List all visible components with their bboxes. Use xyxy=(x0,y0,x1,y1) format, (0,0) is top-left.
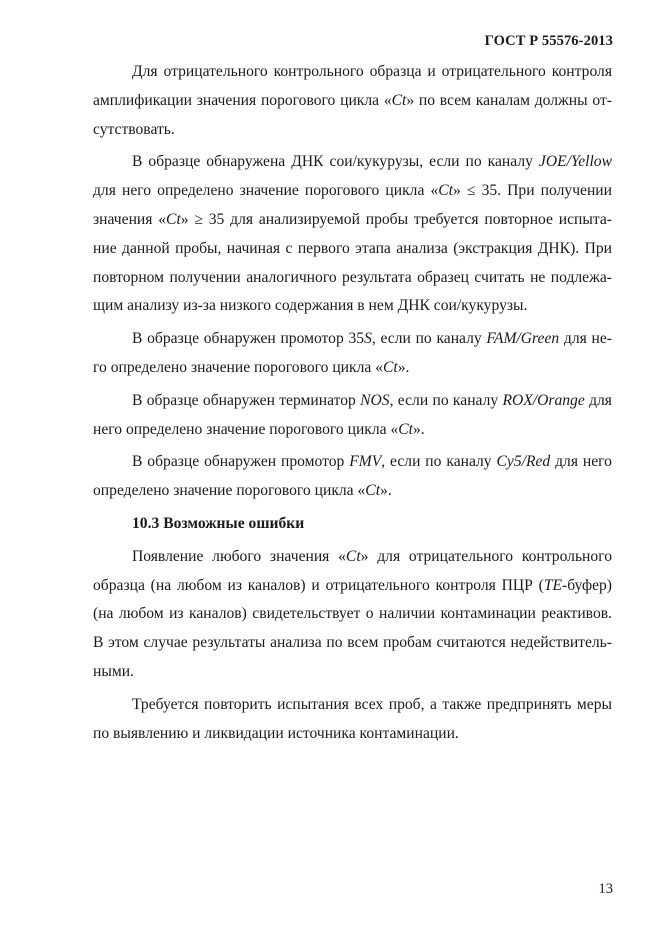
page-number: 13 xyxy=(598,881,613,897)
text-run: , если по каналу xyxy=(371,330,487,348)
text-run: Появление любого значения « xyxy=(132,547,346,565)
italic-term: JOE/Yellow xyxy=(538,153,612,171)
paragraph-contamination xyxy=(93,543,612,687)
paragraph-negative-controls xyxy=(93,58,612,144)
text-run: » ≥ 35 для анализируемой пробы требуется повторное испытание данной пробы, начиная с первого этапа анализа (экстракция ДНК). При повторном получении аналогичного результата образец считать не подлежащим анализу из-за низкого содержания в нем ДНК сои/кукурузы. xyxy=(93,210,612,315)
text-run: -буфер) (на любом из каналов) свидетельствует о наличии контаминации реактивов. В этом случае результаты анализа по всем пробам считаются недействительными. xyxy=(93,576,612,680)
text-run: ». xyxy=(413,420,425,438)
paragraph-promoter-fmv xyxy=(93,448,612,506)
text-run: , если по каналу xyxy=(381,453,497,471)
italic-term: Ct xyxy=(365,482,381,500)
italic-term: NOS xyxy=(360,391,390,409)
italic-term: Ct xyxy=(438,182,454,200)
text-run: ». xyxy=(397,358,410,376)
italic-term: Cy5/Red xyxy=(496,453,551,471)
italic-term: Ct xyxy=(398,420,413,438)
paragraph-repeat-tests xyxy=(93,691,612,749)
text-run: В образце обнаружен промотор 35 xyxy=(132,330,365,348)
paragraph-soy-corn-dna xyxy=(93,148,612,321)
italic-term: Ct xyxy=(166,210,181,228)
paragraph-terminator-nos xyxy=(93,387,612,445)
document-code-header: ГОСТ Р 55576-2013 xyxy=(484,33,613,49)
text-run: для него определено значение порогового цикла « xyxy=(93,182,439,200)
italic-term: S xyxy=(364,330,372,348)
text-run: для него определено значение порогового цикла « xyxy=(93,330,612,376)
document-body xyxy=(93,58,612,752)
italic-term: Ct xyxy=(345,547,361,565)
text-run: » ≤ 35. При получении значения « xyxy=(93,182,612,228)
text-run: » по всем каналам должны отсутствовать. xyxy=(93,91,612,138)
italic-term: Ct xyxy=(383,358,398,376)
italic-term: ТЕ xyxy=(543,576,563,594)
italic-term: Ct xyxy=(391,91,407,109)
italic-term: ROX/Orange xyxy=(502,391,585,409)
text-run: Для отрицательного контрольного образца и отрицательного контроля амплификации значения порогового цикла « xyxy=(93,63,612,109)
text-run: В образце обнаружен терминатор xyxy=(132,391,361,409)
text-run: В образце обнаружен промотор xyxy=(132,453,350,471)
paragraph-promoter-35s xyxy=(93,325,612,383)
text-run: для него определено значение порогового цикла « xyxy=(93,453,612,500)
text-run: » для отрицательного контрольного образца (на любом из каналов) и отрицательного контроля ПЦР ( xyxy=(93,547,612,594)
italic-term: FMV xyxy=(349,453,382,471)
italic-term: FAM/Green xyxy=(486,330,560,348)
text-run: В образце обнаружена ДНК сои/кукурузы, если по каналу xyxy=(132,153,539,171)
section-heading: 10.3 Возможные ошибки xyxy=(132,514,305,532)
text-run: для него определено значение порогового цикла « xyxy=(93,391,612,438)
text-run: , если по каналу xyxy=(389,391,503,409)
text-run: Требуется повторить испытания всех проб, а также предпринять меры по выявлению и ликвидации источника контаминации. xyxy=(93,695,612,742)
text-run: ». xyxy=(380,482,392,500)
